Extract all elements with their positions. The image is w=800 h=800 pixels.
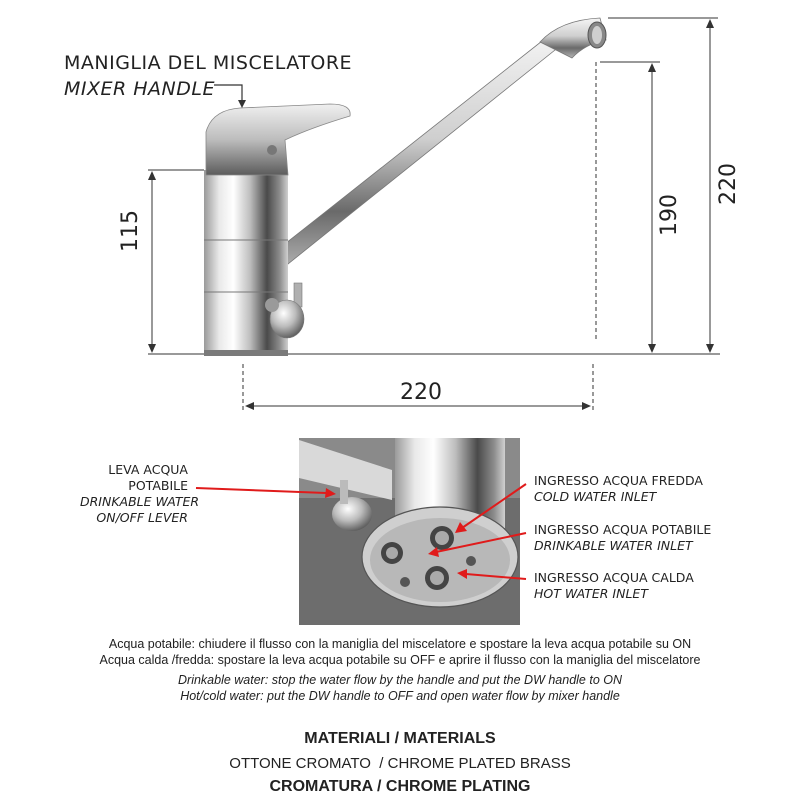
instr-en-1: Drinkable water: stop the water flow by the handle and put the DW handle to ON (178, 673, 622, 687)
inlet-photo (299, 438, 520, 625)
handle-label-arrow (214, 85, 246, 108)
callout-lever-line4: ON/OFF LEVER (96, 510, 188, 525)
handle-label-it: MANIGLIA DEL MISCELATORE (64, 52, 353, 74)
callout-drink-it: INGRESSO ACQUA POTABILE (534, 522, 712, 537)
materials-material: OTTONE CROMATO / CHROME PLATED BRASS (229, 755, 571, 772)
callout-lever-line3: DRINKABLE WATER (80, 494, 200, 509)
callout-drink (534, 522, 711, 554)
handle-label-en: MIXER HANDLE (64, 78, 215, 100)
instructions-it (0, 636, 800, 668)
callout-cold-en: COLD WATER INLET (534, 489, 657, 504)
dim-line-220-vertical (608, 18, 718, 353)
callout-cold (534, 473, 703, 505)
instr-en-2: Hot/cold water: put the DW handle to OFF and open water flow by mixer handle (180, 689, 620, 703)
dim-line-115 (148, 170, 204, 354)
dim-190: 190 (657, 194, 682, 236)
callout-lever-line2: POTABILE (128, 478, 188, 493)
callout-lever (80, 462, 200, 526)
instructions-en (0, 672, 800, 704)
instr-it-1: Acqua potabile: chiudere il flusso con la maniglia del miscelatore e spostare la leva acqua potabile su ON (108, 637, 692, 651)
dim-220-horizontal: 220 (400, 380, 442, 405)
materials-finish: CROMATURA / CHROME PLATING (269, 778, 531, 795)
callout-hot-en: HOT WATER INLET (534, 586, 648, 601)
callout-lever-line1: LEVA ACQUA (108, 462, 188, 477)
callout-drink-en: DRINKABLE WATER INLET (534, 538, 693, 553)
dim-220-vertical: 220 (716, 163, 741, 205)
callout-hot-it: INGRESSO ACQUA CALDA (534, 570, 694, 585)
callout-cold-it: INGRESSO ACQUA FREDDA (534, 473, 703, 488)
instr-it-2: Acqua calda /fredda: spostare la leva acqua potabile su OFF e aprire il flusso con la maniglia del miscelatore (99, 653, 701, 667)
materials-heading: MATERIALI / MATERIALS (304, 730, 496, 747)
mixer-handle (206, 104, 350, 175)
dim-line-190 (600, 62, 660, 353)
callout-hot (534, 570, 694, 602)
dim-115: 115 (118, 210, 143, 252)
